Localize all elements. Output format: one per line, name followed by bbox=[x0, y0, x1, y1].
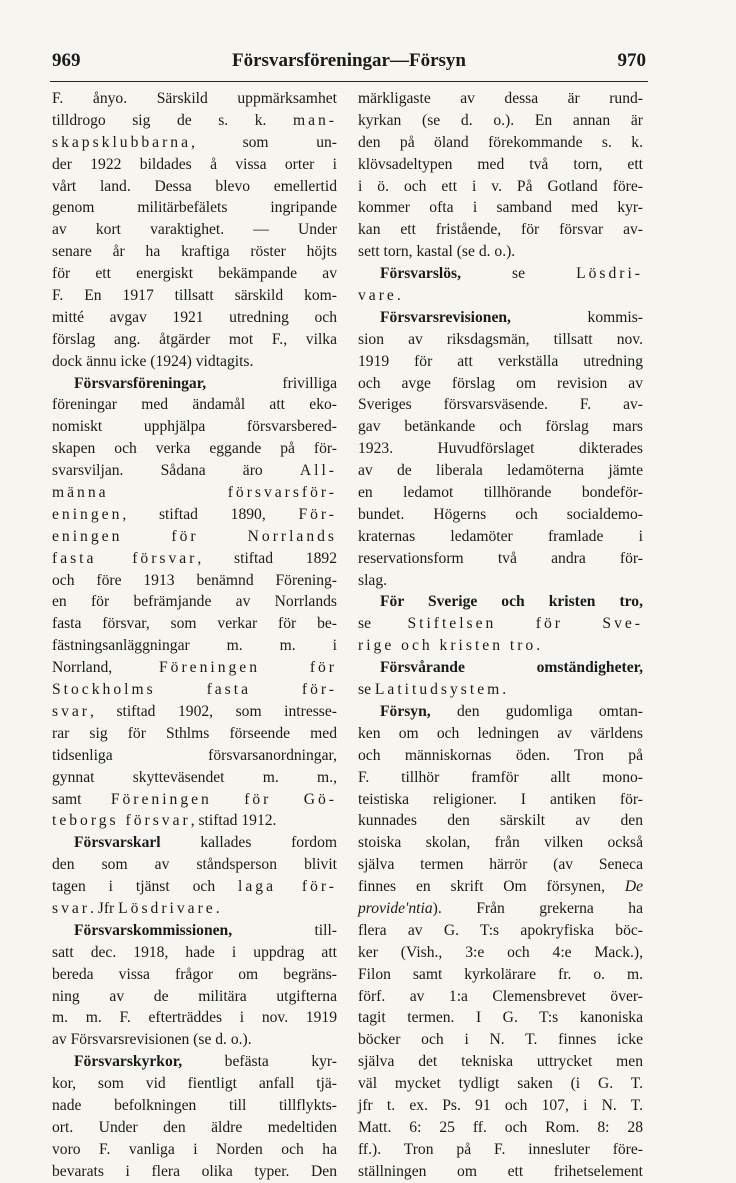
text-line bbox=[52, 635, 337, 657]
text-run: Matt. 6: 25 ff. och Rom. 8: 28 bbox=[358, 1118, 643, 1136]
text-line bbox=[358, 394, 643, 416]
text-line bbox=[52, 854, 337, 876]
text-line bbox=[358, 810, 643, 832]
text-line bbox=[358, 504, 643, 526]
text-run: kommer ofta i samband med kyr- bbox=[358, 199, 643, 217]
text-line bbox=[358, 767, 643, 789]
text-run: . bbox=[536, 637, 541, 655]
text-run: F. ånyo. Särskild uppmärksamhet bbox=[52, 90, 337, 107]
text-line bbox=[358, 570, 643, 592]
text-line bbox=[52, 876, 337, 898]
text-run: flera av G. T:s apokryfiska böc- bbox=[358, 921, 643, 939]
text-run: förf. av 1:a Clemensbrevet över- bbox=[358, 987, 643, 1005]
text-run: teistiska religioner. I antiken för- bbox=[358, 790, 643, 808]
text-run: kor, som vid fientligt anfall tjä- bbox=[52, 1075, 337, 1093]
text-run: själva termen härrör (av Seneca bbox=[358, 856, 643, 874]
spaced-term: Lösdri- bbox=[576, 265, 643, 283]
spaced-term: Stiftelsen för Sve- bbox=[407, 615, 643, 633]
text-line bbox=[52, 460, 337, 482]
text-run: 1923. Huvudförslaget dikterades bbox=[358, 440, 643, 458]
text-run: F. tillhör framför allt mono- bbox=[358, 768, 643, 786]
text-run: , stiftad 1902, som intresse- bbox=[89, 702, 337, 720]
text-run: dock ännu icke (1924) vidtagits. bbox=[52, 352, 254, 370]
text-line bbox=[358, 1139, 643, 1161]
text-line bbox=[52, 1117, 337, 1139]
text-line bbox=[52, 1139, 337, 1161]
spaced-term: fasta försvar bbox=[52, 549, 198, 567]
page-number-right: 970 bbox=[617, 50, 646, 71]
text-run: sett torn, kastal (se d. o.). bbox=[358, 243, 516, 261]
spaced-term: Föreningen för bbox=[159, 659, 338, 677]
text-line bbox=[358, 591, 643, 613]
text-run: föreningar med ändamål att eko- bbox=[52, 396, 337, 414]
entry-headword: Försvarsrevisionen, bbox=[380, 308, 511, 326]
text-line bbox=[358, 110, 643, 132]
text-run: fasta försvar, som verkar för be- bbox=[52, 615, 337, 633]
text-run: gynnat skytteväsendet m. m., bbox=[52, 768, 337, 786]
text-line bbox=[52, 570, 337, 592]
text-line bbox=[358, 88, 643, 110]
text-line bbox=[52, 1051, 337, 1073]
text-line bbox=[52, 416, 337, 438]
text-line bbox=[358, 986, 643, 1008]
text-line bbox=[358, 1007, 643, 1029]
italic-term: De bbox=[624, 878, 643, 896]
text-run: till- bbox=[232, 921, 337, 939]
text-run: . bbox=[502, 681, 507, 699]
text-line bbox=[358, 832, 643, 854]
text-line bbox=[52, 88, 337, 110]
text-run: för ett energiskt bekämpande av bbox=[52, 265, 337, 283]
entry-headword: För Sverige och kristen tro, bbox=[380, 593, 643, 611]
text-line bbox=[358, 154, 643, 176]
text-line bbox=[358, 723, 643, 745]
text-line bbox=[52, 1007, 337, 1029]
text-run: , som un- bbox=[191, 133, 337, 151]
spaced-term: Latitudsystem bbox=[374, 681, 503, 699]
text-line bbox=[52, 526, 337, 548]
spaced-term: laga för- bbox=[238, 878, 337, 896]
text-line bbox=[52, 986, 337, 1008]
text-line bbox=[52, 942, 337, 964]
text-run: i ö. och ett i v. På Gotland före- bbox=[358, 177, 643, 195]
text-run: en ledamot tillhörande bondeför- bbox=[358, 484, 643, 502]
text-run: av kort varaktighet. — Under bbox=[52, 221, 337, 239]
text-line bbox=[358, 854, 643, 876]
text-run: och före 1913 benämnd Förening- bbox=[52, 571, 337, 589]
text-run: jfr t. ex. Ps. 91 och 107, i N. T. bbox=[358, 1096, 643, 1114]
text-run: ff.). Tron på F. innesluter före- bbox=[358, 1140, 643, 1158]
text-line bbox=[358, 1029, 643, 1051]
text-line bbox=[358, 635, 643, 657]
text-line bbox=[358, 1051, 643, 1073]
text-line bbox=[358, 920, 643, 942]
text-run: tidsenliga försvarsanordningar, bbox=[52, 746, 337, 764]
text-run: den som av ståndsperson blivit bbox=[52, 856, 337, 874]
entry-headword: Försvarslös, bbox=[380, 265, 461, 283]
text-run: av Försvarsrevisionen (se d. o.). bbox=[52, 1031, 252, 1049]
text-run: ning av de militära utgifterna bbox=[52, 987, 337, 1005]
text-line bbox=[52, 767, 337, 789]
text-line bbox=[358, 701, 643, 723]
text-run: tilldrogo sig de s. k. bbox=[52, 111, 293, 129]
text-run: mitté avgav 1921 utredning och bbox=[52, 308, 337, 326]
text-line bbox=[358, 438, 643, 460]
text-line bbox=[358, 373, 643, 395]
text-run: klövsadeltypen med två torn, ett bbox=[358, 155, 643, 173]
text-line bbox=[358, 460, 643, 482]
text-line bbox=[52, 723, 337, 745]
page-number-left: 969 bbox=[52, 50, 81, 71]
text-line bbox=[52, 438, 337, 460]
text-run: gav betänkande och förslag mars bbox=[358, 418, 643, 436]
italic-term: provide'ntia bbox=[358, 899, 433, 917]
text-run: der 1922 bildades å vissa orter i bbox=[52, 155, 337, 173]
text-line bbox=[358, 657, 643, 679]
text-line bbox=[52, 920, 337, 942]
text-run: kunnades den särskilt av den bbox=[358, 812, 643, 830]
text-line bbox=[52, 591, 337, 613]
text-run: reservationsform två andra för- bbox=[358, 549, 643, 567]
page-header bbox=[52, 50, 646, 78]
spaced-term: Föreningen för Gö- bbox=[110, 790, 337, 808]
text-line bbox=[52, 373, 337, 395]
text-run: se bbox=[358, 681, 375, 699]
text-run: och människornas öden. Tron på bbox=[358, 746, 643, 764]
text-line bbox=[52, 898, 337, 920]
entry-headword: Försyn, bbox=[380, 702, 431, 720]
text-line bbox=[358, 1073, 643, 1095]
text-line bbox=[52, 285, 337, 307]
entry-headword: Försvarskommissionen, bbox=[74, 921, 233, 939]
text-run: genom militärbefälets ingripande bbox=[52, 199, 337, 217]
text-line bbox=[52, 548, 337, 570]
text-line bbox=[52, 394, 337, 416]
text-line bbox=[358, 789, 643, 811]
text-line bbox=[52, 154, 337, 176]
text-line bbox=[358, 942, 643, 964]
text-line bbox=[52, 307, 337, 329]
text-line bbox=[52, 351, 337, 373]
text-line bbox=[358, 745, 643, 767]
text-line bbox=[52, 679, 337, 701]
text-run: den på öland förekommande s. k. bbox=[358, 133, 643, 151]
text-run: kallades fordom bbox=[160, 834, 337, 852]
text-run: Norrland, bbox=[52, 659, 159, 677]
text-run: vårt land. Dessa blevo emellertid bbox=[52, 177, 337, 195]
text-run: voro F. vanliga i Norden och ha bbox=[52, 1140, 337, 1158]
text-run: F. En 1917 tillsatt särskild kom- bbox=[52, 287, 337, 305]
right-column bbox=[358, 88, 643, 1183]
spaced-term: skapsklubbarna bbox=[52, 133, 192, 151]
text-line bbox=[358, 197, 643, 219]
text-line bbox=[52, 789, 337, 811]
text-line bbox=[358, 613, 643, 635]
text-run: ställningen om ett frihetselement bbox=[358, 1162, 643, 1180]
text-run: bundet. Högerns och socialdemo- bbox=[358, 505, 643, 523]
spaced-term: man- bbox=[292, 111, 337, 129]
text-run: tagit termen. I G. T:s kanoniska bbox=[358, 1009, 643, 1027]
text-run: ker (Vish., 3:e och 4:e Mack.), bbox=[358, 943, 643, 961]
text-run: slag. bbox=[358, 571, 388, 589]
text-line bbox=[358, 482, 643, 504]
spaced-term: svar bbox=[52, 899, 90, 917]
text-line bbox=[358, 219, 643, 241]
text-line bbox=[358, 679, 643, 701]
spaced-term: männa försvarsför- bbox=[52, 484, 337, 502]
text-run: skapen och verka eggande på för- bbox=[52, 440, 337, 458]
text-run: nomiskt upphjälpa försvarsbered- bbox=[52, 418, 337, 436]
text-line bbox=[358, 898, 643, 920]
text-line bbox=[52, 263, 337, 285]
text-line bbox=[52, 110, 337, 132]
text-line bbox=[358, 548, 643, 570]
text-line bbox=[358, 132, 643, 154]
entry-headword: Försvarsföreningar, bbox=[74, 374, 207, 392]
text-run: m. m. F. efterträddes i nov. 1919 bbox=[52, 1009, 337, 1027]
text-line bbox=[358, 526, 643, 548]
left-column bbox=[52, 88, 337, 1183]
spaced-term: rige och kristen tro bbox=[358, 637, 537, 655]
spaced-term: Lösdrivare bbox=[118, 899, 216, 917]
entry-headword: Försvårande omständigheter, bbox=[380, 659, 643, 677]
text-line bbox=[52, 329, 337, 351]
text-run: kraternas ledamöter framlade i bbox=[358, 527, 643, 545]
running-title: Försvarsföreningar—Försyn bbox=[232, 50, 466, 71]
text-run: bevarats i flera olika typer. Den bbox=[52, 1162, 337, 1180]
text-run: en för befrämjande av Norrlands bbox=[52, 593, 337, 611]
text-run: samt bbox=[52, 790, 111, 808]
text-run: satt dec. 1918, hade i uppdrag att bbox=[52, 943, 337, 961]
text-run: ken om och ledningen av världens bbox=[358, 724, 643, 742]
text-run: nade befolkningen till tillflykts- bbox=[52, 1096, 337, 1114]
text-line bbox=[358, 307, 643, 329]
spaced-term: eningen bbox=[52, 505, 123, 523]
text-run: sion av riksdagsmän, tillsatt nov. bbox=[358, 330, 643, 348]
text-run: bereda vissa frågor om begräns- bbox=[52, 965, 337, 983]
text-line bbox=[358, 1117, 643, 1139]
text-line bbox=[52, 745, 337, 767]
text-line bbox=[358, 416, 643, 438]
text-run: stoiska skolan, från vilken också bbox=[358, 834, 643, 852]
entry-headword: Försvarskarl bbox=[74, 834, 161, 852]
text-line bbox=[52, 832, 337, 854]
text-run: böcker och i N. T. finnes icke bbox=[358, 1031, 643, 1049]
spaced-term: vare bbox=[358, 287, 397, 305]
text-line bbox=[358, 329, 643, 351]
text-line bbox=[358, 1161, 643, 1183]
text-line bbox=[52, 1095, 337, 1117]
text-line bbox=[52, 964, 337, 986]
spaced-term: svar bbox=[52, 702, 90, 720]
text-run: av de liberala ledamöterna jämte bbox=[358, 462, 643, 480]
text-line bbox=[52, 1029, 337, 1051]
text-line bbox=[52, 1073, 337, 1095]
text-line bbox=[52, 810, 337, 832]
text-run: märkligaste av dessa är rund- bbox=[358, 90, 643, 107]
text-run: fästningsanläggningar m. m. i bbox=[52, 637, 337, 655]
spaced-term: eningen för Norrlands bbox=[52, 527, 337, 545]
spaced-term: För- bbox=[298, 505, 337, 523]
text-line bbox=[358, 263, 643, 285]
text-line bbox=[358, 964, 643, 986]
text-run: , stiftad 1912. bbox=[190, 812, 277, 830]
text-run: rar sig för Sthlms förseende med bbox=[52, 724, 337, 742]
text-line bbox=[52, 613, 337, 635]
text-run: Filon samt kyrkolärare fr. o. m. bbox=[358, 965, 643, 983]
text-line bbox=[52, 241, 337, 263]
text-line bbox=[52, 132, 337, 154]
text-line bbox=[358, 1095, 643, 1117]
text-run: svarsviljan. Sådana äro bbox=[52, 462, 300, 480]
text-run: se bbox=[358, 615, 408, 633]
text-line bbox=[358, 876, 643, 898]
text-line bbox=[52, 504, 337, 526]
text-run: , stiftad 1892 bbox=[197, 549, 337, 567]
text-run: väl mycket tydligt saken (i G. T. bbox=[358, 1075, 643, 1093]
text-run: kommis- bbox=[510, 308, 643, 326]
text-run: Sveriges försvarsväsende. F. av- bbox=[358, 396, 643, 414]
spaced-term: teborgs försvar bbox=[52, 812, 191, 830]
text-line bbox=[52, 197, 337, 219]
text-run: 1919 för att verkställa utredning bbox=[358, 352, 643, 370]
text-line bbox=[52, 701, 337, 723]
text-line bbox=[358, 241, 643, 263]
text-run: och avge förslag om revision av bbox=[358, 374, 643, 392]
text-run: . bbox=[215, 899, 220, 917]
text-run: själva det tekniska uttrycket men bbox=[358, 1053, 643, 1071]
text-run: ). Från grekerna ha bbox=[432, 899, 643, 917]
text-run: senare år ha kraftiga röster höjts bbox=[52, 243, 337, 261]
header-rule bbox=[50, 81, 648, 82]
text-line bbox=[52, 176, 337, 198]
text-line bbox=[52, 657, 337, 679]
text-line bbox=[358, 285, 643, 307]
text-line bbox=[358, 176, 643, 198]
text-line bbox=[52, 1161, 337, 1183]
text-run: tagen i tjänst och bbox=[52, 878, 239, 896]
text-run: förslag ang. åtgärder mot F., vilka bbox=[52, 330, 337, 348]
text-line bbox=[52, 219, 337, 241]
text-run: . bbox=[396, 287, 401, 305]
entry-headword: Försvarskyrkor, bbox=[74, 1053, 183, 1071]
spaced-term: All- bbox=[299, 462, 337, 480]
text-run: den gudomliga omtan- bbox=[430, 702, 643, 720]
text-run: kan ett fristående, för försvar av- bbox=[358, 221, 643, 239]
text-run: befästa kyr- bbox=[182, 1053, 337, 1071]
text-run: . Jfr bbox=[89, 899, 119, 917]
spaced-term: Stockholms fasta för- bbox=[52, 681, 337, 699]
text-run: finnes en skrift Om försynen, bbox=[358, 878, 625, 896]
text-run: ort. Under den äldre medeltiden bbox=[52, 1118, 337, 1136]
text-line bbox=[358, 351, 643, 373]
text-run: , stiftad 1890, bbox=[122, 505, 299, 523]
text-line bbox=[52, 482, 337, 504]
text-run: kyrkan (se d. o.). En annan är bbox=[358, 111, 643, 129]
text-run: frivilliga bbox=[206, 374, 337, 392]
text-run: se bbox=[461, 265, 577, 283]
